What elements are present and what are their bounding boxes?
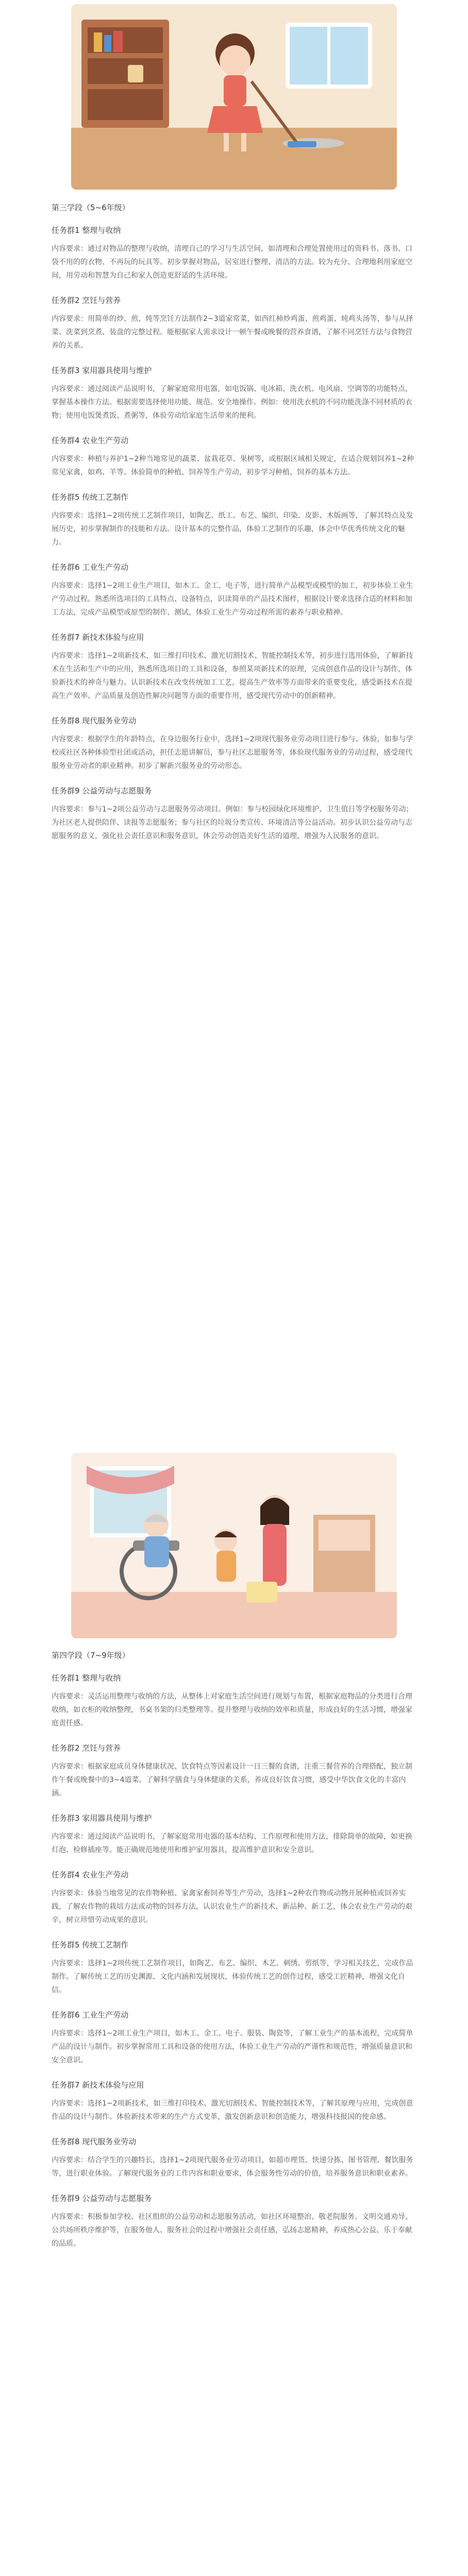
task-title: 任务群9 公益劳动与志愿服务 (52, 786, 152, 795)
task-body: 内容要求：选择1~2项传统工艺制作项目，如陶艺、纸工、布艺、编织、印染、皮影、木版画等，了解其特点及发展历史，初步掌握制作的技能和方法。设计基本的完整作品，体验工艺制作的乐趣，体会中华优秀传统文化的魅力。 (52, 512, 413, 547)
task-title: 任务群4 农业生产劳动 (52, 1870, 129, 1879)
task-item (52, 224, 416, 282)
task-title: 任务群2 烹饪与营养 (52, 296, 121, 305)
task-item (52, 364, 416, 422)
task-title: 任务群6 工业生产劳动 (52, 563, 129, 572)
task-body: 内容要求：选择1~2项传统工艺制作项目，如陶艺、布艺、编织、木艺、刺绣、剪纸等，学习相关技艺，完成作品制作。了解传统工艺的历史渊源、文化内涵和发展现状，体验传统工艺的创作过程，感受工匠精神，增强文化自信。 (52, 1959, 413, 1994)
task-title: 任务群8 现代服务业劳动 (52, 716, 137, 725)
section-grade-5-6 (52, 201, 416, 854)
task-body: 内容要求：通过阅读产品说明书，了解家庭常用电器的基本结构、工作原理和使用方法，排除简单的故障，如更换灯泡、检修插座等。能正确规范地使用和维护家用器具，提高维护意识和安全意识。 (52, 1833, 412, 1854)
task-body: 内容要求：结合学生的兴趣特长，选择1~2项现代服务业劳动项目，如超市理货、快递分拣、图书管理、餐饮服务等，进行职业体验。了解现代服务业的工作内容和职业要求，体会服务性劳动的价值，培养服务意识和职业素养。 (52, 2156, 413, 2178)
task-item (52, 2078, 416, 2124)
task-item (52, 1811, 416, 1857)
task-item (52, 714, 416, 773)
task-body: 内容要求：积极参加学校、社区组织的公益劳动和志愿服务活动，如社区环境整治、敬老院服务、文明交通劝导、公共场所秩序维护等，在服务他人、服务社会的过程中增强社会责任感，弘扬志愿精神，养成热心公益、乐于奉献的品质。 (52, 2213, 412, 2248)
task-title: 任务群7 新技术体验与应用 (52, 633, 144, 642)
task-title: 任务群3 家用器具使用与维护 (52, 366, 152, 375)
section-grade-7-9 (52, 1649, 416, 2262)
task-title: 任务群6 工业生产劳动 (52, 2010, 129, 2020)
task-body: 内容要求：灵活运用整理与收纳的方法，从整体上对家庭生活空间进行规划与布置，根据家庭物品的分类进行合理收纳，如衣柜的收纳整理，书桌书架的归类整理等。提升整理与收纳的效率和质量，形成良好的生活习惯，增强家庭责任感。 (52, 1692, 412, 1727)
task-item (52, 1938, 416, 1997)
task-item (52, 784, 416, 843)
mopping-scene-svg (71, 4, 397, 190)
task-title: 任务群3 家用器具使用与维护 (52, 1814, 152, 1823)
task-body: 内容要求：选择1~2项工业生产项目，如木工、金工、电子、服装、陶瓷等，了解工业生产的基本流程，完成简单产品的设计与制作。初步掌握常用工具和设备的使用方法，体验工业生产劳动的严谨性和规范性，增强质量意识和安全意识。 (52, 2029, 413, 2064)
illustration-girl-mopping (71, 4, 397, 190)
task-title: 任务群7 新技术体验与应用 (52, 2080, 144, 2090)
task-title: 任务群5 传统工艺制作 (52, 493, 129, 502)
family-scene-svg (71, 1453, 397, 1638)
section-title: 第三学段（5~6年级） (52, 203, 130, 212)
task-title: 任务群9 公益劳动与志愿服务 (52, 2194, 152, 2203)
task-body: 内容要求：参与1~2项公益劳动与志愿服务劳动项目。例如：参与校园绿化环境维护、卫生值日等学校服务劳动；为社区老人提供陪伴、读报等志愿服务；参与社区的垃圾分类宣传、环境清洁等公益活动。初步认识公益劳动与志愿服务的意义，强化社会责任意识和服务意识，体会劳动创造美好生活的道理，增强为人民服务的意识。 (52, 805, 413, 840)
task-item (52, 1671, 416, 1730)
task-body: 内容要求：选择1~2项新技术，如三维打印技术、激光切割技术、智能控制技术等，了解其原理与应用，完成创意作品的设计与制作。体验新技术带来的生产方式变革，激发创新意识和创造能力，增强科技报国的使命感。 (52, 2099, 413, 2121)
task-title: 任务群5 传统工艺制作 (52, 1940, 129, 1950)
task-item (52, 2008, 416, 2067)
section-title: 第四学段（7~9年级） (52, 1651, 130, 1660)
task-item (52, 434, 416, 479)
task-item (52, 2135, 416, 2180)
task-body: 内容要求：通过对物品的整理与收纳，清理自己的学习与生活空间，如清理和合理处置使用过的资料书、落书、口袋不用的的衣物、不再玩的玩具等。初步掌握对物品，居室进行整理、清洁的方法。较为充分、合理地利用家庭空间，用劳动和智慧为自己和家人创造更舒适的生活环境。 (52, 245, 412, 280)
task-body: 内容要求：根据家庭成员身体健康状况、饮食特点等因素设计一日三餐的食谱，注重三餐营养的合理搭配，独立制作午餐或晚餐中的3~4道菜。了解科学膳食与身体健康的关系，养成良好饮食习惯，感受中华饮食文化的丰富内涵。 (52, 1762, 412, 1798)
task-title: 任务群1 整理与收纳 (52, 1673, 121, 1683)
task-item (52, 1868, 416, 1927)
task-item (52, 294, 416, 352)
task-body: 内容要求：根据学生的年龄特点，在身边服务行业中，选择1~2项现代服务业劳动项目进行参与、体验，如参与学校或社区各种体验型社团或活动，担任志愿讲解员，参与社区志愿服务等，体验现代服务业的劳动过程，感受现代服务业劳动者的职业精神。初步了解新兴服务业的劳动形态。 (52, 735, 413, 770)
task-body: 内容要求：体验当地常见的农作物种植、家禽家畜饲养等生产劳动，选择1~2种农作物或动物开展种植或饲养实践，了解农作物的栽培方法或动物的饲养方法，认识农业生产的新技术、新品种、新工艺，体会农业生产劳动的艰辛，树立珍惜劳动成果的意识。 (52, 1889, 412, 1924)
task-title: 任务群2 烹饪与营养 (52, 1743, 121, 1753)
task-title: 任务群4 农业生产劳动 (52, 436, 129, 445)
task-body: 内容要求：选择1~2项新技术，如三维打印技术、激光切割技术、智能控制技术等，初步进行选用体验，了解新技术在生活和生产中的应用，熟悉所选项目的工具和设备，参照某项新技术的原理，完成创意作品的设计与制作，体验新技术的神奇与魅力。认识新技术在改变传统加工工艺，提高生产效率等方面带来的重要变化，感受新技术在提高生产效率、产品质量及创造性解决问题等方面的重要作用，感受现代劳动中的创新精神。 (52, 652, 413, 700)
task-body: 内容要求：用简单的炒、煎、炖等烹饪方法制作2~3道家常菜，如西红柿炒鸡蛋、煎鸡蛋、炖鸡头汤等，参与从择菜、洗菜到烹煮、装盘的完整过程。能根据家人需求设计一顿午餐或晚餐的营养食谱，了解不同烹饪方法与食物营养的关系。 (52, 315, 413, 350)
task-item (52, 2192, 416, 2250)
task-body: 内容要求：通过阅读产品说明书，了解家庭常用电器，如电饭锅、电冰箱、洗衣机、电风扇、空调等的功能特点，掌握基本操作方法。根据需要选择使用功能、规范、安全地操作。例如：使用洗衣机的不同功能洗涤不同材质的衣物；使用电饭煲煮饭、煮粥等，体验劳动给家庭生活带来的便利。 (52, 385, 412, 420)
task-item (52, 1741, 416, 1800)
task-body: 内容要求：种植与养护1~2种当地常见的蔬菜、盆栽花草、果树等，或根据区域相关规定，在适合规划饲养1~2种常见家禽，如鸡、羊等。体验简单的种植、饲养等生产劳动，初步学习种植、饲养的基本方法。 (52, 455, 414, 477)
task-item (52, 490, 416, 549)
task-body: 内容要求：选择1~2项工业生产项目，如木工、金工、电子等，进行简单产品模型或模型的加工，初步体验工业生产劳动过程。熟悉所选项目的工具特点、设备特点，识读简单的产品技术图样，根据设计要求选择合适的材料和加工方法，完成产品模型或原型的制作、测试，体验工业生产劳动过程所需的素养与职业精神。 (52, 582, 413, 617)
task-title: 任务群8 现代服务业劳动 (52, 2137, 137, 2146)
task-title: 任务群1 整理与收纳 (52, 226, 121, 235)
task-item (52, 561, 416, 619)
illustration-family-care (71, 1453, 397, 1638)
task-item (52, 631, 416, 703)
